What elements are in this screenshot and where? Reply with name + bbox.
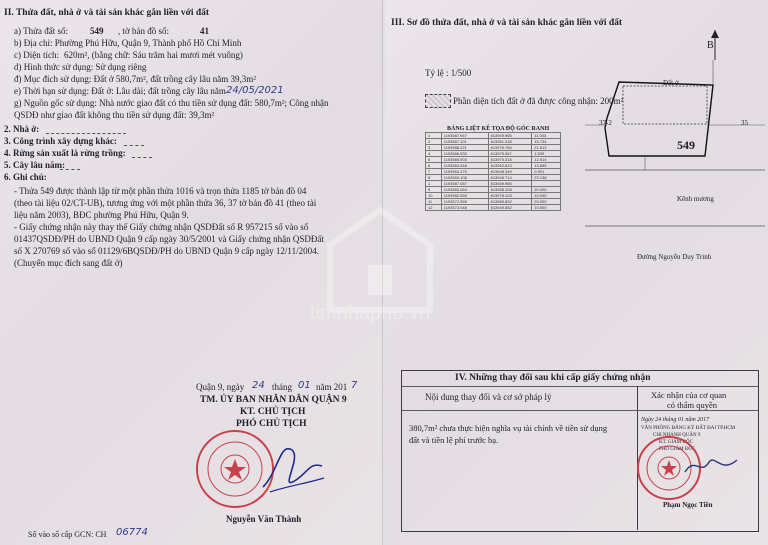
- coordinate-row: [426, 133, 561, 139]
- note-line-6: số X 270769 số vào sổ 01129/6BQSDĐ/PH do UBND Quận 9 cấp ngày 12/11/2004.: [14, 246, 319, 256]
- coordinate-cell: 613948.714: [488, 175, 532, 181]
- coordinate-cell: 1193565.108: [441, 175, 488, 181]
- signer-name: Nguyễn Văn Thành: [226, 514, 302, 524]
- coordinate-cell: 1193588.221: [441, 145, 488, 151]
- coordinate-cell: 13.895: [532, 163, 561, 169]
- map-sheet-value: 41: [200, 26, 209, 36]
- coordinate-cell: 15.734: [532, 139, 561, 145]
- lot-dat-o-label: Đất ở: [663, 79, 679, 87]
- coordinate-row: [426, 145, 561, 151]
- usage-form-line: d) Hình thức sử dụng: Sử dụng riêng: [14, 62, 147, 72]
- note-line-7: (Chuyển mục đích sang đất ở): [14, 258, 123, 268]
- coordinate-cell: 613975.318: [488, 157, 532, 163]
- perennial-blank-line: [60, 169, 80, 170]
- house-logo-icon: [240, 200, 530, 350]
- parcel-number-map: 549: [677, 138, 695, 152]
- coordinate-cell: 613949.965: [488, 181, 532, 187]
- coordinate-cell: 20.000: [532, 187, 561, 193]
- signing-date-month: 01: [298, 380, 311, 391]
- coordinate-row: [426, 187, 561, 193]
- map-scale: Tỷ lệ : 1/500: [425, 68, 472, 78]
- coordinate-cell: 11.003: [532, 133, 561, 139]
- coordinate-cell: 7: [426, 169, 442, 175]
- coordinate-row: [426, 139, 561, 145]
- coordinate-cell: 21.613: [532, 145, 561, 151]
- map-sheet-label: , tờ bản đồ số:: [118, 26, 170, 36]
- signing-date-mid: tháng: [272, 382, 292, 392]
- section-iv-header-rule: [401, 410, 758, 411]
- coordinate-cell: 6: [426, 163, 442, 169]
- coordinate-cell: 1193572.556: [441, 199, 488, 205]
- coordinate-cell: 3: [426, 145, 442, 151]
- watermark: [240, 200, 530, 350]
- coordinate-cell: 613949.965: [488, 133, 532, 139]
- confirm-header-1: Xác nhận của cơ quan: [651, 390, 727, 400]
- coordinate-cell: 1193582.556: [441, 193, 488, 199]
- coordinate-table-title: BẢNG LIỆT KÊ TỌA ĐỘ GÓC RANH: [447, 126, 550, 132]
- issuing-org: TM. ỦY BAN NHÂN DÂN QUẬN 9: [200, 395, 347, 405]
- lot-37-2-label: 37-2: [599, 119, 612, 127]
- coordinate-cell: 1: [426, 181, 442, 187]
- kt-chairman: KT. CHỦ TỊCH: [240, 407, 306, 417]
- note-line-1: - Thửa 549 được thành lập từ một phần thửa 1016 và trọn thửa 1185 tờ bản đồ 04: [14, 186, 307, 196]
- note-line-3: liệu năm 2003), BĐC phường Phú Hữu, Quận 9.: [14, 210, 189, 220]
- coordinate-cell: 1193565.003: [441, 157, 488, 163]
- coordinate-cell: 613975.567: [488, 151, 532, 157]
- section-ii-title: II. Thửa đất, nhà ở và tài sản khác gắn liền với đất: [4, 8, 210, 18]
- perennial-heading: 5. Cây lâu năm:: [4, 160, 66, 170]
- change-content-header: Nội dung thay đổi và cơ sở pháp lý: [425, 392, 552, 402]
- coordinate-cell: 1193587.067: [441, 181, 488, 187]
- coordinate-row: [426, 157, 561, 163]
- road-label: Đường Nguyễn Duy Trinh: [637, 253, 712, 261]
- coordinate-cell: 9: [426, 187, 442, 193]
- coordinate-cell: 4: [426, 151, 442, 157]
- coordinate-cell: 20.000: [532, 199, 561, 205]
- confirm-header-2: có thẩm quyền: [667, 400, 718, 410]
- coordinate-cell: 613978.103: [488, 193, 532, 199]
- coordinate-cell: 10.000: [532, 205, 561, 211]
- house-blank-line: [46, 133, 126, 134]
- origin-line-1: g) Nguồn gốc sử dụng: Nhà nước giao đất có thu tiền sử dụng đất: 580,7m²; Công nhận: [14, 98, 329, 108]
- book-number-value: 06774: [116, 527, 148, 538]
- coordinate-row: [426, 175, 561, 181]
- area-label: c) Diện tích:: [14, 50, 59, 60]
- coordinate-cell: 2: [426, 139, 442, 145]
- area-value: 620m², (bằng chữ: Sáu trăm hai mươi mét vuông): [64, 50, 243, 60]
- section-iv-divider: [401, 386, 758, 387]
- signature-scribble-icon: [258, 432, 328, 502]
- section-iv-title: IV. Những thay đổi sau khi cấp giấy chứng nhận: [455, 373, 651, 383]
- section-iii-title: III. Sơ đồ thửa đất, nhà ở và tài sản khác gắn liền với đất: [391, 18, 623, 28]
- confirm-role-1: KT. GIÁM ĐỐC: [659, 440, 693, 445]
- coordinate-cell: 0.901: [532, 169, 561, 175]
- confirm-role-2: PHÓ GIÁM ĐỐC: [659, 447, 696, 452]
- book-number-label: Số vào sổ cấp GCN: CH: [28, 530, 107, 539]
- north-direction-label: B: [707, 40, 714, 51]
- legend-swatch: [425, 94, 451, 108]
- signing-date-year: 7: [351, 380, 358, 391]
- coordinate-cell: 1193564.548: [441, 163, 488, 169]
- confirm-org-2: CHI NHÁNH QUẬN 9: [653, 433, 701, 438]
- change-line-1: 380,7m² chưa thực hiện nghĩa vụ tài chính về tiền sử dụng: [409, 423, 608, 433]
- vice-chairman-title: PHÓ CHỦ TỊCH: [236, 419, 307, 429]
- coordinate-row: [426, 193, 561, 199]
- confirm-date: Ngày 24 tháng 01 năm 2017: [641, 417, 710, 423]
- canal-label: Kênh mương: [677, 195, 714, 203]
- legend-text: Phần diện tích đất ở đã được công nhận: 200m²: [453, 96, 624, 106]
- note-line-5: 01437QSDĐ/PH do UBND Quận 9 cấp ngày 30/5/2001 và Giấy chứng nhận QSDĐất: [14, 234, 324, 244]
- house-heading: 2. Nhà ở:: [4, 124, 40, 134]
- note-line-4: - Giấy chứng nhận này thay thế Giấy chứng nhận QSDĐất số R 957215 số vào sổ: [14, 222, 309, 232]
- confirm-signer-name: Phạm Ngọc Tiền: [663, 501, 713, 509]
- parcel-number-label: a) Thửa đất số:: [14, 26, 68, 36]
- coordinate-cell: 1193587.101: [441, 139, 488, 145]
- usage-purpose-line: đ) Mục đích sử dụng: Đất ở 580,7m², đất trồng cây lâu năm 39,3m²: [14, 74, 256, 84]
- other-construction-heading: 3. Công trình xây dựng khác:: [4, 136, 117, 146]
- coordinate-cell: 5: [426, 157, 442, 163]
- note-line-2: (theo tài liệu 02/CT-UB), tương ứng với một phần thửa 36, 37 tờ bản đồ 41 (theo tài: [14, 198, 317, 208]
- coordinate-cell: 613949.852: [488, 205, 532, 211]
- coordinate-row: [426, 151, 561, 157]
- coordinate-cell: 613976.766: [488, 145, 532, 151]
- coordinate-cell: 1193583.064: [441, 187, 488, 193]
- confirm-org-1: VĂN PHÒNG ĐĂNG KÝ ĐẤT ĐAI TP.HCM: [641, 426, 736, 431]
- watermark-text: timnhapho.vn: [310, 302, 431, 324]
- address-line: b) Địa chỉ: Phường Phú Hữu, Quận 9, Thành phố Hồ Chí Minh: [14, 38, 242, 48]
- origin-line-2: QSDĐ như giao đất không thu tiền sử dụng đất: 39,3m²: [14, 110, 215, 120]
- coordinate-cell: 613958.108: [488, 187, 532, 193]
- parcel-number-value: 549: [90, 26, 104, 36]
- coordinate-cell: 613948.349: [488, 169, 532, 175]
- coordinate-cell: 10.000: [532, 193, 561, 199]
- coordinate-cell: 1193566.535: [441, 151, 488, 157]
- coordinate-cell: 12.914: [532, 157, 561, 163]
- coordinate-cell: 11: [426, 199, 442, 205]
- coordinate-cell: 22.138: [532, 175, 561, 181]
- signing-date-day: 24: [252, 380, 265, 391]
- coordinate-row: [426, 163, 561, 169]
- construction-blank-line: [124, 145, 144, 146]
- coordinate-cell: 12: [426, 205, 442, 211]
- forest-blank-line: [132, 157, 152, 158]
- forest-heading: 4. Rừng sản xuất là rừng trồng:: [4, 148, 126, 158]
- coordinate-cell: 1193573.048: [441, 205, 488, 211]
- confirm-signature-icon: [681, 450, 741, 480]
- coordinate-cell: 613969.832: [488, 199, 532, 205]
- coordinate-cell: 8: [426, 175, 442, 181]
- usage-term-handwritten: 24/05/2021: [226, 85, 284, 96]
- parcel-sketch: [585, 30, 765, 230]
- notes-heading: 6. Ghi chú:: [4, 172, 47, 182]
- coordinate-cell: 1.539: [532, 151, 561, 157]
- usage-term-label: e) Thời hạn sử dụng: Đất ở: Lâu dài; đất trồng cây lâu năm: [14, 86, 226, 96]
- signing-date-year-prefix: năm 201: [316, 382, 348, 392]
- coordinate-cell: 1: [426, 133, 442, 139]
- coordinate-cell: 1193564.175: [441, 169, 488, 175]
- signing-date-prefix: Quận 9, ngày: [196, 382, 245, 392]
- coordinate-cell: 1193587.067: [441, 133, 488, 139]
- coordinate-cell: 613961.018: [488, 139, 532, 145]
- lot-35-label: 35: [741, 119, 748, 127]
- coordinate-cell: 10: [426, 193, 442, 199]
- coordinate-row: [426, 169, 561, 175]
- change-line-2: đất và tiền lệ phí trước bạ.: [409, 435, 499, 445]
- coordinate-cell: 613962.613: [488, 163, 532, 169]
